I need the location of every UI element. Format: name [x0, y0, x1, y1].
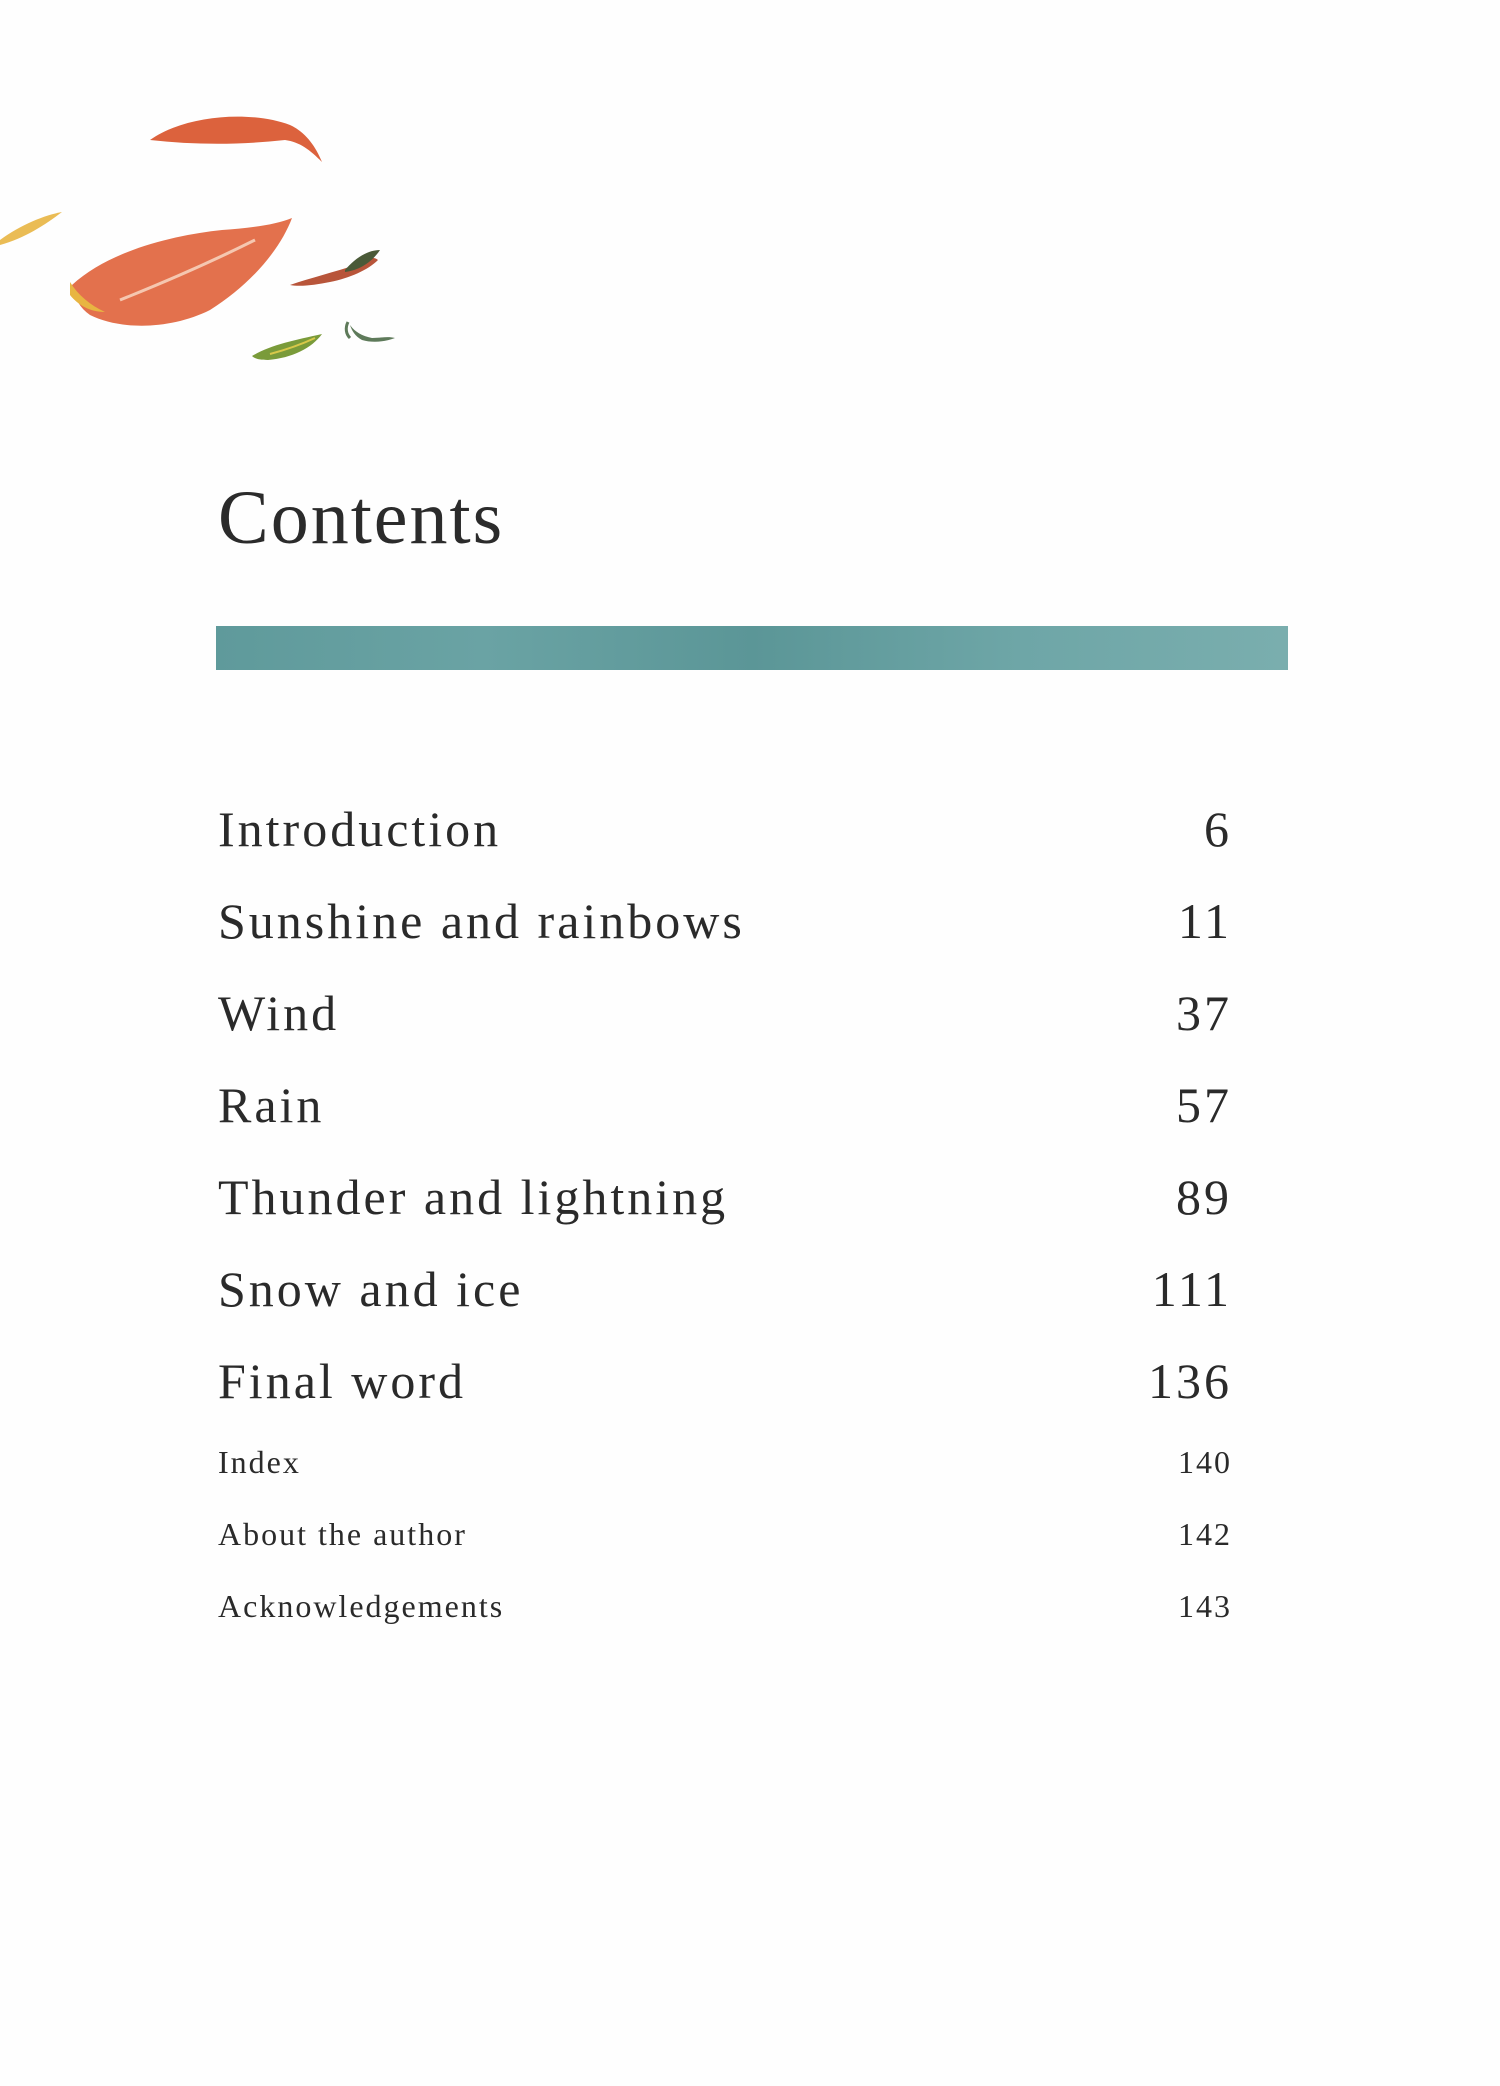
- toc-entry-label: About the author: [218, 1516, 467, 1552]
- toc-entry-introduction[interactable]: [218, 800, 1232, 892]
- toc-entry-page: 136: [1148, 1353, 1232, 1409]
- toc-entry-label: Rain: [218, 1077, 325, 1133]
- toc-entry-page: 57: [1176, 1077, 1232, 1133]
- toc-entry-thunder[interactable]: [218, 1168, 1232, 1260]
- toc-entry-label: Index: [218, 1444, 301, 1480]
- toc-entry-about-author[interactable]: [218, 1516, 1232, 1588]
- title-divider-bar: [216, 626, 1288, 670]
- toc-entry-page: 6: [1204, 801, 1232, 857]
- toc-entry-page: 89: [1176, 1169, 1232, 1225]
- leaf-top: [150, 117, 322, 162]
- page-title: Contents: [218, 476, 505, 560]
- leaf-large: [72, 218, 292, 326]
- seed-sprout: [350, 325, 395, 342]
- toc-entry-page: 143: [1178, 1588, 1232, 1624]
- toc-entry-wind[interactable]: [218, 984, 1232, 1076]
- table-of-contents: [218, 800, 1232, 1660]
- toc-entry-page: 37: [1176, 985, 1232, 1041]
- falling-leaves-illustration: [0, 100, 420, 380]
- toc-entry-label: Sunshine and rainbows: [218, 893, 745, 949]
- toc-entry-index[interactable]: [218, 1444, 1232, 1516]
- toc-entry-page: 11: [1177, 893, 1232, 949]
- toc-entry-label: Acknowledgements: [218, 1588, 505, 1624]
- toc-entry-label: Final word: [218, 1353, 467, 1409]
- toc-entry-page: 140: [1178, 1444, 1232, 1480]
- toc-entry-label: Snow and ice: [218, 1261, 524, 1317]
- toc-entry-page: 111: [1151, 1261, 1232, 1317]
- leaf-yellow-left: [0, 212, 62, 245]
- toc-entry-label: Introduction: [218, 801, 502, 857]
- toc-entry-acknowledgements[interactable]: [218, 1588, 1232, 1660]
- leaf-green: [252, 334, 322, 360]
- toc-entry-snow[interactable]: [218, 1260, 1232, 1352]
- toc-entry-label: Thunder and lightning: [218, 1169, 729, 1225]
- toc-entry-rain[interactable]: [218, 1076, 1232, 1168]
- toc-entry-sunshine[interactable]: [218, 892, 1232, 984]
- toc-entry-final-word[interactable]: [218, 1352, 1232, 1444]
- toc-entry-page: 142: [1178, 1516, 1232, 1552]
- toc-entry-label: Wind: [218, 985, 340, 1041]
